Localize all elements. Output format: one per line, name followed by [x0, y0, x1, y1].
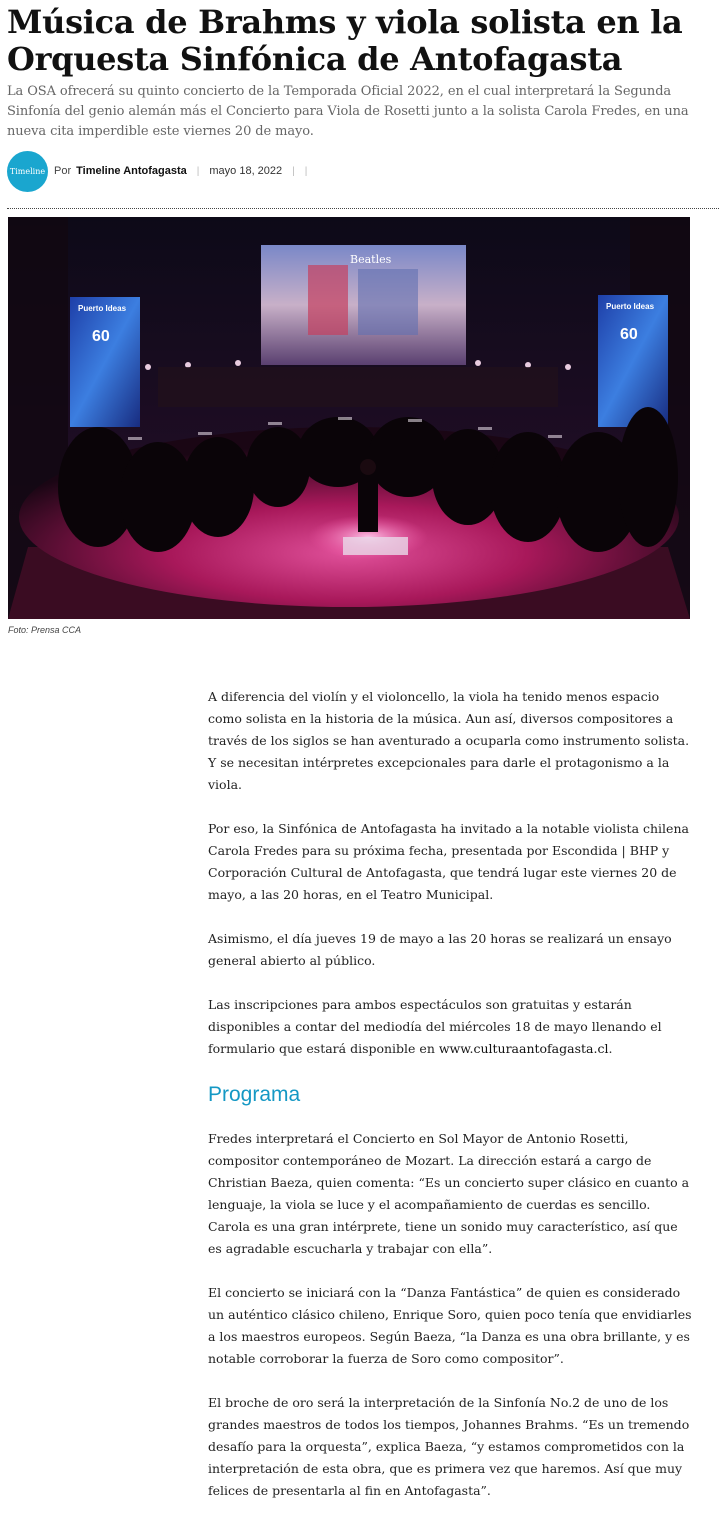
image-caption: Foto: Prensa CCA — [8, 625, 82, 635]
byline-prefix: Por — [54, 165, 72, 177]
header-divider — [7, 208, 719, 209]
hero-image[interactable] — [8, 217, 690, 619]
left-screen-logo: Puerto Ideas — [78, 304, 127, 313]
paragraph-end: . — [608, 1041, 613, 1056]
concert-photo — [8, 217, 690, 619]
right-screen-logo: Puerto Ideas — [606, 302, 655, 311]
byline-separator: | — [292, 165, 295, 177]
paragraph: Fredes interpretará el Concierto en Sol Mayor de Antonio Rosetti, compositor contemporáneo de Mozart. La dirección estará a cargo de Christian Baeza, quien comenta: “Es un concierto super clásico en cuanto a lenguaje, la viola se luce y el acompañamiento de cuerdas es sencillo. Carola es una gran intérprete, tiene un sonido muy característico, así que es agradable escucharla y trabajar con ella”. — [208, 1131, 690, 1256]
section-heading-programa: Programa — [208, 1083, 301, 1106]
paragraph: Asimismo, el día jueves 19 de mayo a las 20 horas se realizará un ensayo general abierto al público. — [208, 931, 672, 968]
website-link[interactable]: www.culturaantofagasta.cl — [438, 1041, 609, 1056]
center-screen-text: Beatles — [350, 253, 392, 266]
paragraph-text: Las inscripciones para ambos espectáculos son gratuitas y estarán disponibles a contar del mediodía del miércoles 18 de mayo llenando el formulario que estará disponible en — [208, 997, 662, 1056]
paragraph: A diferencia del violín y el violoncello, la viola ha tenido menos espacio como solista en la historia de la música. Aun así, diversos compositores a través de los siglos se han aventurado a ocuparla como instrumento solista. Y se necesitan intérpretes excepcionales para darle el protagonismo a la viola. — [208, 689, 690, 792]
byline-separator: | — [196, 165, 200, 177]
avatar-logo-text: Timeline — [9, 166, 46, 176]
author-avatar[interactable] — [7, 151, 48, 192]
paragraph: Por eso, la Sinfónica de Antofagasta ha invitado a la notable violista chilena Carola Fredes para su próxima fecha, presentada por Escondida | BHP y Corporación Cultural de Antofagasta, que tendrá lugar este viernes 20 de mayo, a las 20 horas, en el Teatro Municipal. — [208, 821, 689, 902]
paragraph: El concierto se iniciará con la “Danza Fantástica” de quien es considerado un auténtico clásico chileno, Enrique Soro, quien poco tenía que envidiarles a los maestros europeos. Según Baeza, “la Danza es una obra brillante, y es notable corroborar la fuerza de Soro como compositor”. — [208, 1285, 692, 1366]
publish-date: mayo 18, 2022 — [209, 165, 283, 177]
left-screen-number: 60 — [92, 328, 110, 345]
article-title: Música de Brahms y viola solista en la Orquesta Sinfónica de Antofagasta — [7, 3, 683, 78]
article-body — [208, 686, 694, 1524]
paragraph: El broche de oro será la interpretación de la Sinfonía No.2 de uno de los grandes maestros de todos los tiempos, Johannes Brahms. “Es un tremendo desafío para la orquesta”, explica Baeza, “y estamos comprometidos con la interpretación de esta obra, que es primera vez que haremos. Así que muy felices de presentarla al fin en Antofagasta”. — [208, 1395, 690, 1498]
byline-separator: | — [304, 165, 308, 177]
author-link[interactable]: Timeline Antofagasta — [76, 165, 187, 177]
right-screen-number: 60 — [620, 326, 638, 343]
article-subtitle: La OSA ofrecerá su quinto concierto de la Temporada Oficial 2022, en el cual interpretará la Segunda Sinfonía del genio alemán más el Concierto para Viola de Rosetti junto a la solista Carola Fredes, en una nueva cita imperdible este viernes 20 de mayo. — [7, 84, 689, 139]
byline — [7, 150, 719, 192]
paragraph — [208, 994, 694, 1060]
